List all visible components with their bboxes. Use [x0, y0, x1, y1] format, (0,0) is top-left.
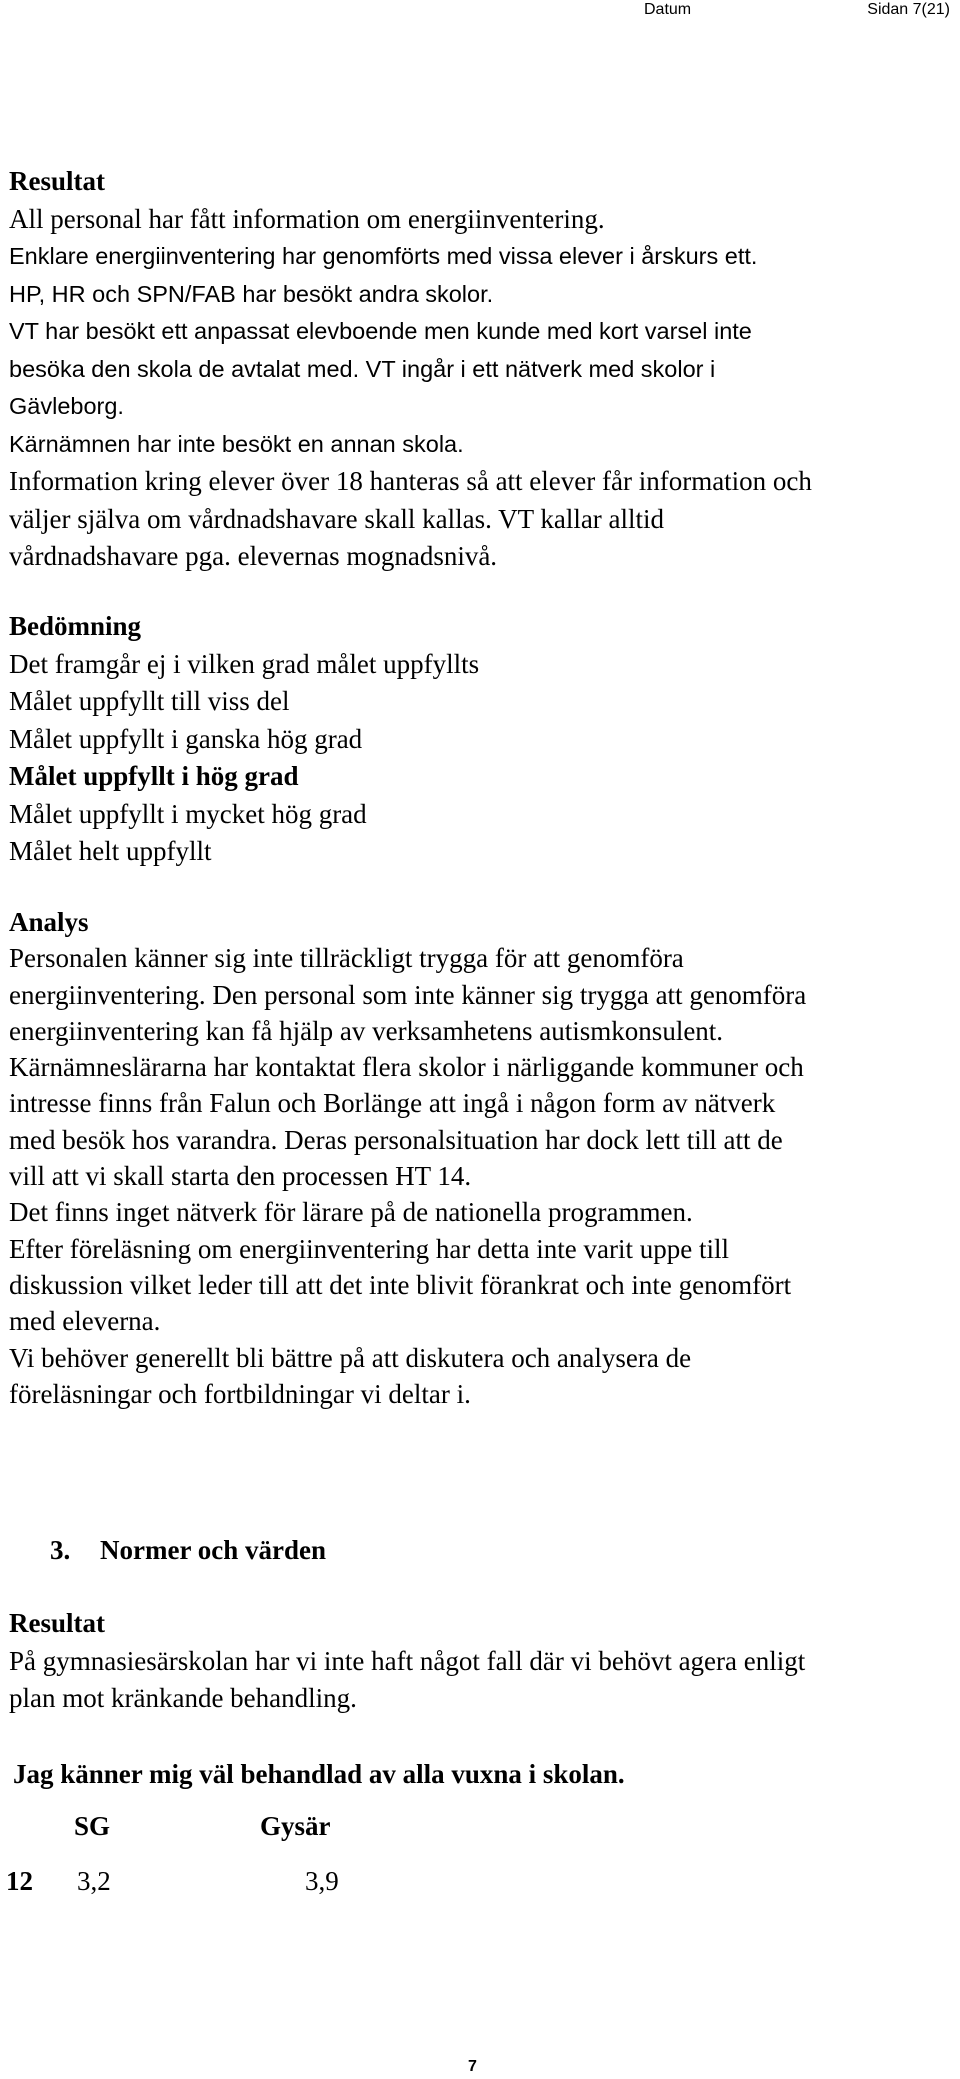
section-number: 3. [50, 1535, 71, 1565]
bedomning-option-selected: Målet uppfyllt i hög grad [9, 761, 299, 791]
analys-line: diskussion vilket leder till att det inte blivit förankrat och inte genomfört [9, 1269, 792, 1300]
analys-line: Personalen känner sig inte tillräckligt trygga för att genomföra [9, 943, 684, 974]
survey-column-header: Gysär [260, 1811, 331, 1841]
bedomning-option: Målet helt uppfyllt [9, 836, 212, 866]
analys-line: intresse finns från Falun och Borlänge att ingå i någon form av nätverk [9, 1088, 776, 1119]
resultat-heading: Resultat [9, 166, 105, 196]
survey-row-label: 12 [6, 1866, 33, 1896]
section-title: Normer och värden [100, 1535, 326, 1565]
bedomning-option: Målet uppfyllt i mycket hög grad [9, 798, 367, 829]
resultat2-line: På gymnasiesärskolan har vi inte haft något fall där vi behövt agera enligt [9, 1645, 806, 1676]
resultat-line: väljer själva om vårdnadshavare skall kallas. VT kallar alltid [9, 503, 665, 534]
analys-line: vill att vi skall starta den processen HT 14. [9, 1161, 472, 1192]
resultat-line: Enklare energiinventering har genomförts med vissa elever i årskurs ett. [9, 243, 758, 269]
analys-line: Kärnämneslärarna har kontaktat flera skolor i närliggande kommuner och [9, 1052, 804, 1083]
resultat-line: besöka den skola de avtalat med. VT ingår i ett nätverk med skolor i [9, 355, 716, 382]
resultat-line: VT har besökt ett anpassat elevboende men kunde med kort varsel inte [9, 318, 752, 344]
resultat-line: HP, HR och SPN/FAB har besökt andra skolor. [9, 280, 494, 307]
resultat2-heading: Resultat [9, 1608, 105, 1638]
survey-value: 3,9 [305, 1866, 339, 1896]
analys-line: Vi behöver generellt bli bättre på att diskutera och analysera de [9, 1342, 692, 1373]
resultat-section [9, 163, 957, 576]
resultat2-section [9, 1605, 957, 1718]
analys-line: föreläsningar och fortbildningar vi deltar i. [9, 1378, 471, 1409]
bedomning-section [9, 608, 957, 871]
survey-column-header: SG [74, 1811, 111, 1841]
resultat-line: Gävleborg. [9, 393, 124, 419]
analys-heading: Analys [9, 907, 89, 937]
survey-question: Jag känner mig väl behandlad av alla vuxna i skolan. [13, 1759, 625, 1789]
resultat-line: Kärnämnen har inte besökt en annan skola. [9, 430, 464, 457]
analys-line: Efter föreläsning om energiinventering har detta inte varit uppe till [9, 1233, 730, 1264]
resultat-line: All personal har fått information om energiinventering. [9, 203, 605, 234]
analys-line: med besök hos varandra. Deras personalsituation har dock lett till att de [9, 1124, 783, 1155]
footer-page-number: 7 [468, 2058, 477, 2075]
analys-section [9, 904, 957, 1412]
analys-line: Det finns inget nätverk för lärare på de nationella programmen. [9, 1197, 693, 1228]
analys-line: energiinventering. Den personal som inte känner sig trygga att genomföra [9, 979, 807, 1010]
bedomning-option: Målet uppfyllt i ganska hög grad [9, 723, 363, 754]
resultat2-line: plan mot kränkande behandling. [9, 1683, 357, 1713]
header-page-indicator: Sidan 7(21) [867, 1, 950, 18]
analys-line: med eleverna. [9, 1306, 161, 1337]
resultat-line: Information kring elever över 18 hanteras så att elever får information och [9, 466, 812, 496]
survey-value: 3,2 [77, 1866, 111, 1896]
bedomning-option: Det framgår ej i vilken grad målet uppfyllts [9, 648, 480, 679]
analys-line: energiinventering kan få hjälp av verksamhetens autismkonsulent. [9, 1015, 724, 1046]
header-date-label: Datum [644, 1, 692, 18]
section-heading [50, 1532, 326, 1569]
bedomning-heading: Bedömning [9, 611, 142, 641]
bedomning-option: Målet uppfyllt till viss del [9, 686, 290, 716]
resultat-line: vårdnadshavare pga. elevernas mognadsnivå. [9, 541, 498, 571]
